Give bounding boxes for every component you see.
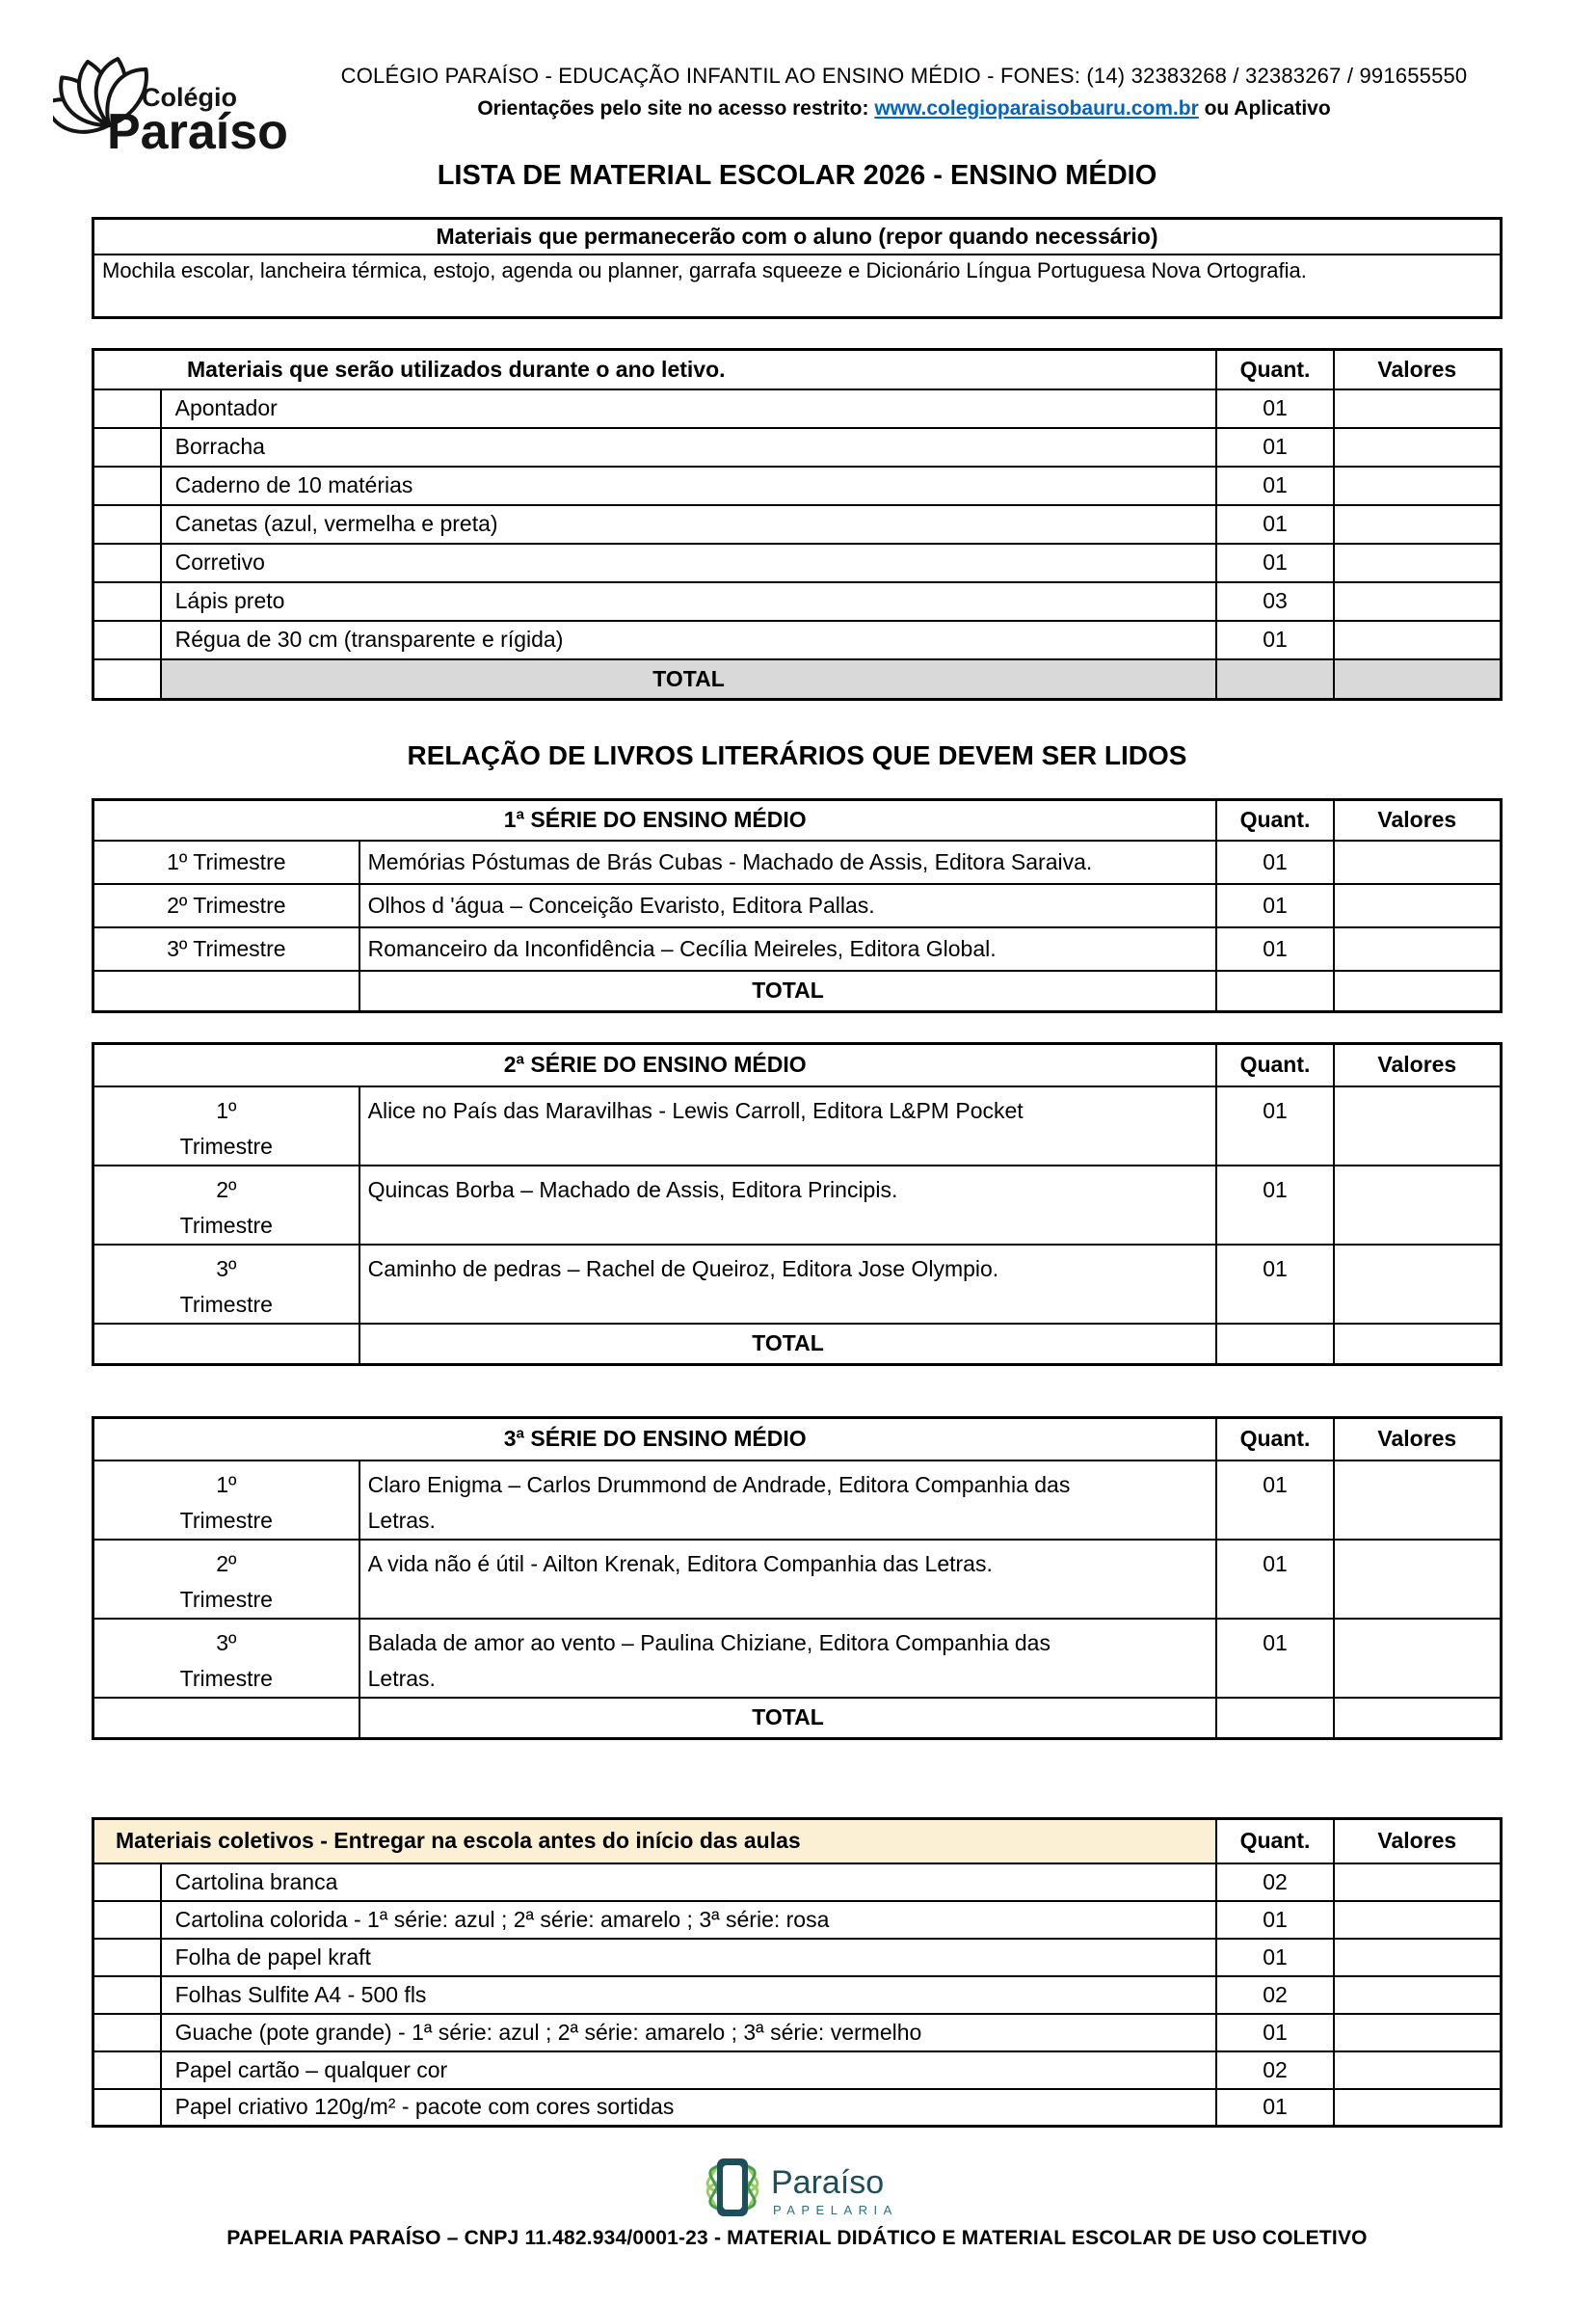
book-title: Memórias Póstumas de Brás Cubas - Machado de Assis, Editora Saraiva. — [359, 841, 1217, 884]
footer-brand: Paraíso — [771, 2164, 885, 2201]
material-quantity: 01 — [1216, 544, 1333, 582]
total-label: TOTAL — [359, 1698, 1217, 1739]
year-materials-header: Materiais que serão utilizados durante o ano letivo. — [93, 350, 1217, 389]
book-title: Balada de amor ao vento – Paulina Chiziane, Editora Companhia das Letras. — [359, 1619, 1217, 1698]
books-table-serie3 — [92, 1416, 1503, 1740]
material-quantity: 01 — [1216, 428, 1333, 467]
book-title: Romanceiro da Inconfidência – Cecília Meireles, Editora Global. — [359, 927, 1217, 971]
orientation-prefix: Orientações pelo site no acesso restrito: — [477, 97, 875, 120]
school-info-line: COLÉGIO PARAÍSO - EDUCAÇÃO INFANTIL AO ENSINO MÉDIO - FONES: (14) 32383268 / 32383267 / 991655550 — [340, 64, 1468, 88]
book-value-cell — [1334, 884, 1502, 927]
book-title: Caminho de pedras – Rachel de Queiroz, Editora Jose Olympio. — [359, 1245, 1217, 1324]
book-title: Olhos d 'água – Conceição Evaristo, Editora Pallas. — [359, 884, 1217, 927]
material-quantity: 01 — [1216, 1939, 1333, 1976]
material-name: Borracha — [161, 428, 1217, 467]
checkbox-cell — [93, 389, 161, 428]
total-label: TOTAL — [359, 971, 1217, 1012]
book-quantity: 01 — [1216, 1619, 1333, 1698]
total-quantity-cell — [1216, 1324, 1333, 1365]
book-value-cell — [1334, 1461, 1502, 1540]
material-value-cell — [1334, 2051, 1502, 2089]
material-row — [93, 2089, 1502, 2127]
material-name: Cartolina colorida - 1ª série: azul ; 2ª série: amarelo ; 3ª série: rosa — [161, 1901, 1217, 1939]
book-quantity: 01 — [1216, 1461, 1333, 1540]
keep-materials-header: Materiais que permanecerão com o aluno (repor quando necessário) — [93, 219, 1502, 255]
checkbox-cell — [93, 428, 161, 467]
checkbox-cell — [93, 2089, 161, 2127]
fan-book-icon — [678, 2151, 916, 2222]
book-value-cell — [1334, 1540, 1502, 1619]
material-value-cell — [1334, 505, 1502, 544]
quant-column-header: Quant. — [1216, 1044, 1333, 1086]
material-value-cell — [1334, 1939, 1502, 1976]
checkbox-cell — [93, 659, 161, 700]
book-row — [93, 1166, 1502, 1245]
book-row — [93, 1619, 1502, 1698]
footer-brand-sub: PAPELARIA — [773, 2203, 898, 2217]
empty-cell — [93, 1698, 359, 1739]
books-table-serie1 — [92, 798, 1503, 1013]
checkbox-cell — [93, 544, 161, 582]
quant-column-header: Quant. — [1216, 800, 1333, 841]
total-row — [93, 1324, 1502, 1365]
trimester-label: 2º Trimestre — [93, 884, 359, 927]
valores-column-header: Valores — [1334, 350, 1502, 389]
total-quantity-cell — [1216, 659, 1333, 700]
site-link[interactable]: www.colegioparaisobauru.com.br — [874, 97, 1199, 120]
material-row — [93, 428, 1502, 467]
book-quantity: 01 — [1216, 1166, 1333, 1245]
material-row — [93, 582, 1502, 621]
material-row — [93, 1863, 1502, 1901]
serie3-header: 3ª SÉRIE DO ENSINO MÉDIO — [93, 1418, 1217, 1461]
book-value-cell — [1334, 841, 1502, 884]
orientation-suffix: ou Aplicativo — [1198, 97, 1331, 120]
material-quantity: 02 — [1216, 1863, 1333, 1901]
total-value-cell — [1334, 1324, 1502, 1365]
material-quantity: 01 — [1216, 621, 1333, 659]
book-quantity: 01 — [1216, 884, 1333, 927]
book-row — [93, 1245, 1502, 1324]
serie2-header: 2ª SÉRIE DO ENSINO MÉDIO — [93, 1044, 1217, 1086]
checkbox-cell — [93, 621, 161, 659]
total-value-cell — [1334, 659, 1502, 700]
material-name: Régua de 30 cm (transparente e rígida) — [161, 621, 1217, 659]
checkbox-cell — [93, 2014, 161, 2051]
material-row — [93, 544, 1502, 582]
material-row — [93, 467, 1502, 505]
book-quantity: 01 — [1216, 927, 1333, 971]
material-name: Folha de papel kraft — [161, 1939, 1217, 1976]
material-row — [93, 389, 1502, 428]
total-label: TOTAL — [359, 1324, 1217, 1365]
valores-column-header: Valores — [1334, 1819, 1502, 1863]
year-materials-table — [92, 348, 1503, 701]
material-quantity: 01 — [1216, 389, 1333, 428]
material-value-cell — [1334, 389, 1502, 428]
book-row — [93, 1461, 1502, 1540]
material-value-cell — [1334, 582, 1502, 621]
material-quantity: 01 — [1216, 1901, 1333, 1939]
serie1-header: 1ª SÉRIE DO ENSINO MÉDIO — [93, 800, 1217, 841]
collective-materials-header: Materiais coletivos - Entregar na escola antes do início das aulas — [93, 1819, 1217, 1863]
page-title: LISTA DE MATERIAL ESCOLAR 2026 - ENSINO MÉDIO — [437, 160, 1157, 191]
material-row — [93, 505, 1502, 544]
total-row — [93, 971, 1502, 1012]
material-row — [93, 2051, 1502, 2089]
trimester-label: 3º Trimestre — [93, 1619, 359, 1698]
book-value-cell — [1334, 1619, 1502, 1698]
material-value-cell — [1334, 1901, 1502, 1939]
document-header — [92, 48, 1503, 167]
book-row — [93, 841, 1502, 884]
trimester-label: 2º Trimestre — [93, 1166, 359, 1245]
material-value-cell — [1334, 2014, 1502, 2051]
quant-column-header: Quant. — [1216, 1819, 1333, 1863]
book-quantity: 01 — [1216, 1086, 1333, 1166]
material-value-cell — [1334, 2089, 1502, 2127]
total-row — [93, 659, 1502, 700]
total-quantity-cell — [1216, 971, 1333, 1012]
material-row — [93, 2014, 1502, 2051]
book-row — [93, 884, 1502, 927]
keep-materials-content: Mochila escolar, lancheira térmica, estojo, agenda ou planner, garrafa squeeze e Dicionário Língua Portuguesa Nova Ortografia. — [93, 255, 1502, 318]
trimester-label: 2º Trimestre — [93, 1540, 359, 1619]
books-section-heading: RELAÇÃO DE LIVROS LITERÁRIOS QUE DEVEM SER LIDOS — [407, 740, 1187, 770]
trimester-label: 1º Trimestre — [93, 1086, 359, 1166]
book-quantity: 01 — [1216, 1245, 1333, 1324]
header-contact-block — [306, 48, 1503, 167]
book-quantity: 01 — [1216, 1540, 1333, 1619]
checkbox-cell — [93, 1939, 161, 1976]
book-row — [93, 1086, 1502, 1166]
checkbox-cell — [93, 2051, 161, 2089]
checkbox-cell — [93, 1863, 161, 1901]
material-name: Folhas Sulfite A4 - 500 fls — [161, 1976, 1217, 2014]
school-logo-line1: Colégio — [142, 83, 237, 112]
checkbox-cell — [93, 467, 161, 505]
school-logo — [53, 48, 306, 167]
material-value-cell — [1334, 544, 1502, 582]
total-value-cell — [1334, 1698, 1502, 1739]
book-row — [93, 927, 1502, 971]
book-quantity: 01 — [1216, 841, 1333, 884]
book-row — [93, 1540, 1502, 1619]
material-name: Papel criativo 120g/m² - pacote com cores sortidas — [161, 2089, 1217, 2127]
material-name: Apontador — [161, 389, 1217, 428]
material-value-cell — [1334, 428, 1502, 467]
trimester-label: 3º Trimestre — [93, 1245, 359, 1324]
book-value-cell — [1334, 1166, 1502, 1245]
valores-column-header: Valores — [1334, 1418, 1502, 1461]
footer-legal-text: PAPELARIA PARAÍSO – CNPJ 11.482.934/0001-23 - MATERIAL DIDÁTICO E MATERIAL ESCOLAR DE USO COLETIVO — [226, 2227, 1368, 2249]
quant-column-header: Quant. — [1216, 350, 1333, 389]
material-name: Papel cartão – qualquer cor — [161, 2051, 1217, 2089]
material-quantity: 01 — [1216, 505, 1333, 544]
valores-column-header: Valores — [1334, 1044, 1502, 1086]
orientation-line — [306, 97, 1503, 121]
document-footer — [92, 2151, 1503, 2250]
flower-petals-icon — [53, 48, 306, 162]
book-title: Alice no País das Maravilhas - Lewis Carroll, Editora L&PM Pocket — [359, 1086, 1217, 1166]
material-row — [93, 1901, 1502, 1939]
book-title: Quincas Borba – Machado de Assis, Editora Principis. — [359, 1166, 1217, 1245]
material-name: Caderno de 10 matérias — [161, 467, 1217, 505]
book-title: A vida não é útil - Ailton Krenak, Editora Companhia das Letras. — [359, 1540, 1217, 1619]
books-table-serie2 — [92, 1042, 1503, 1366]
keep-materials-table — [92, 217, 1503, 319]
trimester-label: 3º Trimestre — [93, 927, 359, 971]
checkbox-cell — [93, 1901, 161, 1939]
material-row — [93, 1939, 1502, 1976]
material-row — [93, 1976, 1502, 2014]
material-name: Corretivo — [161, 544, 1217, 582]
material-value-cell — [1334, 1976, 1502, 2014]
material-quantity: 03 — [1216, 582, 1333, 621]
checkbox-cell — [93, 582, 161, 621]
book-value-cell — [1334, 1245, 1502, 1324]
checkbox-cell — [93, 1976, 161, 2014]
material-quantity: 01 — [1216, 2089, 1333, 2127]
total-value-cell — [1334, 971, 1502, 1012]
material-quantity: 02 — [1216, 2051, 1333, 2089]
total-row — [93, 1698, 1502, 1739]
material-value-cell — [1334, 1863, 1502, 1901]
empty-cell — [93, 1324, 359, 1365]
material-quantity: 02 — [1216, 1976, 1333, 2014]
total-label: TOTAL — [161, 659, 1217, 700]
trimester-label: 1º Trimestre — [93, 1461, 359, 1540]
quant-column-header: Quant. — [1216, 1418, 1333, 1461]
material-quantity: 01 — [1216, 467, 1333, 505]
school-logo-line2: Paraíso — [107, 104, 288, 160]
material-value-cell — [1334, 621, 1502, 659]
material-row — [93, 621, 1502, 659]
book-value-cell — [1334, 927, 1502, 971]
total-quantity-cell — [1216, 1698, 1333, 1739]
document-page — [0, 48, 1596, 2250]
material-value-cell — [1334, 467, 1502, 505]
material-name: Guache (pote grande) - 1ª série: azul ; 2ª série: amarelo ; 3ª série: vermelho — [161, 2014, 1217, 2051]
material-name: Lápis preto — [161, 582, 1217, 621]
material-name: Cartolina branca — [161, 1863, 1217, 1901]
collective-materials-table — [92, 1817, 1503, 2128]
trimester-label: 1º Trimestre — [93, 841, 359, 884]
valores-column-header: Valores — [1334, 800, 1502, 841]
book-value-cell — [1334, 1086, 1502, 1166]
book-title: Claro Enigma – Carlos Drummond de Andrade, Editora Companhia das Letras. — [359, 1461, 1217, 1540]
material-quantity: 01 — [1216, 2014, 1333, 2051]
checkbox-cell — [93, 505, 161, 544]
empty-cell — [93, 971, 359, 1012]
material-name: Canetas (azul, vermelha e preta) — [161, 505, 1217, 544]
